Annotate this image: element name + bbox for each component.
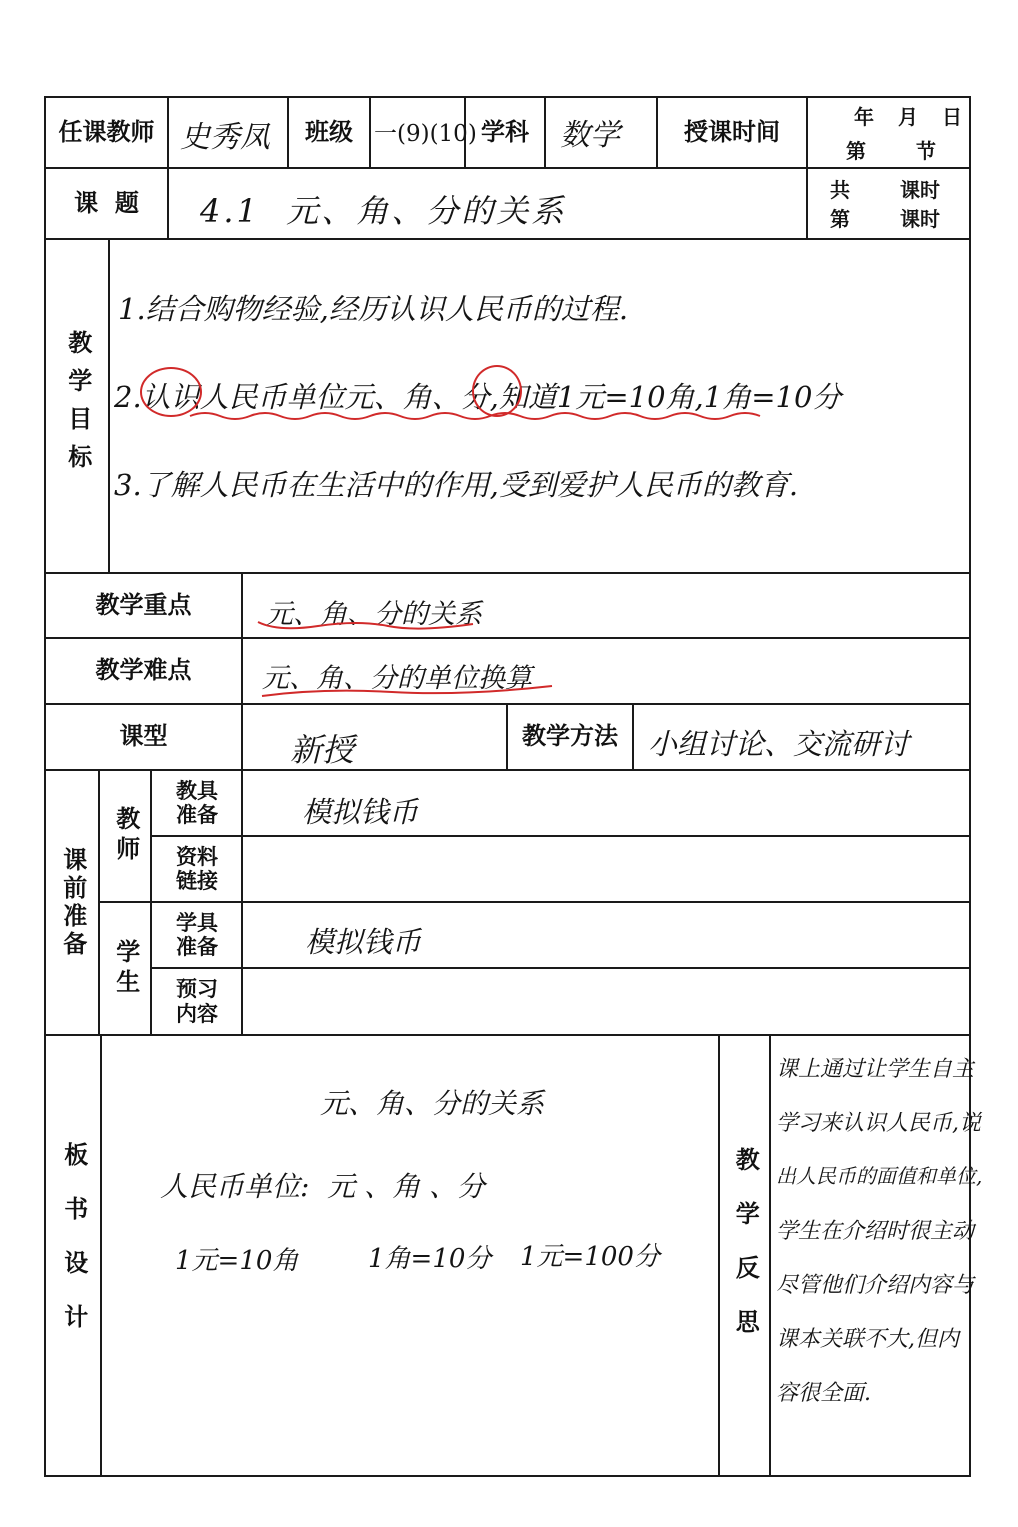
date-month: 月	[898, 105, 918, 129]
student-aids-label: 学具准备	[176, 910, 218, 959]
board-equation: 1元=10角	[175, 1246, 299, 1276]
teacher-value: 史秀凤	[180, 120, 270, 155]
lesson-type-value: 新授	[290, 731, 355, 769]
subject-label: 学科	[481, 117, 529, 146]
rule	[806, 96, 808, 240]
reflection-line: 学习来认识人民币,说	[776, 1111, 981, 1136]
rule	[98, 901, 971, 903]
rule	[369, 96, 371, 168]
rule	[150, 835, 971, 837]
objective-item: 2.认识人民币单位元、角、分,知道1元=10角,1角=10分	[114, 380, 842, 414]
reflection-line: 学生在介绍时很主动	[776, 1219, 975, 1244]
board-equation: 1角=10分	[368, 1244, 492, 1274]
red-underline	[262, 684, 562, 702]
red-underline	[190, 410, 780, 428]
teacher-label: 任课教师	[58, 117, 155, 146]
materials-label: 资料链接	[176, 844, 218, 893]
topic-value: 4.1 元、角、分的关系	[200, 192, 567, 230]
teacher-sub-label: 教师	[111, 806, 140, 866]
rule	[167, 96, 169, 240]
board-equation: 1元=100分	[520, 1242, 660, 1272]
rule	[44, 238, 971, 240]
objective-item: 1.结合购物经验,经历认识人民币的过程.	[118, 292, 629, 326]
date-day: 日	[942, 105, 962, 129]
period-jie: 节	[916, 139, 936, 163]
reflection-label: 教学反思	[731, 1147, 760, 1363]
teaching-aids-label: 教具准备	[176, 778, 218, 827]
rule	[769, 1034, 771, 1477]
difficulty-value: 元、角、分的单位换算	[262, 663, 532, 694]
rule	[44, 167, 971, 169]
rule	[632, 703, 634, 771]
board-units-line: 人民币单位: 元 、角 、分	[160, 1170, 486, 1203]
student-sub-label: 学生	[111, 938, 140, 999]
key-point-value: 元、角、分的关系	[266, 599, 482, 630]
key-point-label: 教学重点	[95, 590, 192, 619]
board-design-label: 板书设计	[59, 1142, 88, 1358]
rule	[150, 769, 152, 1036]
rule	[241, 769, 243, 1036]
reflection-line: 课本关联不大,但内	[776, 1327, 959, 1352]
reflection-line: 容很全面.	[776, 1381, 871, 1406]
reflection-line: 课上通过让学生自主	[776, 1057, 975, 1082]
objective-item: 3.了解人民币在生活中的作用,受到爱护人民币的教育.	[114, 468, 799, 502]
preview-label: 预习内容	[176, 977, 218, 1026]
board-title: 元、角、分的关系	[320, 1087, 545, 1120]
difficulty-label: 教学难点	[95, 656, 192, 685]
method-value: 小组讨论、交流研讨	[648, 727, 910, 761]
rule	[44, 1034, 971, 1036]
date-year: 年	[854, 105, 874, 129]
total-gong: 共	[830, 178, 850, 202]
total-keshi: 课时	[900, 178, 940, 202]
lesson-time-label: 授课时间	[684, 117, 780, 146]
red-underline	[258, 618, 478, 634]
lesson-type-label: 课型	[119, 722, 168, 751]
rule	[241, 572, 243, 771]
rule	[108, 238, 110, 574]
preparation-label: 课前准备	[58, 846, 87, 959]
objectives-label: 教学目标	[63, 330, 92, 482]
subject-value: 数学	[560, 118, 620, 153]
method-label: 教学方法	[522, 722, 618, 751]
reflection-line: 出人民币的面值和单位,	[776, 1164, 983, 1188]
current-keshi: 课时	[900, 207, 940, 231]
teaching-aids-value: 模拟钱币	[302, 795, 419, 829]
rule	[150, 967, 971, 969]
rule	[44, 1475, 971, 1477]
current-di: 第	[830, 207, 850, 231]
class-label: 班级	[305, 117, 353, 146]
student-aids-value: 模拟钱币	[305, 925, 422, 959]
reflection-line: 尽管他们介绍内容与	[776, 1273, 975, 1298]
topic-label: 课 题	[74, 188, 139, 217]
class-value: 一(9)(10)	[374, 121, 477, 147]
rule	[100, 1034, 102, 1477]
period-di: 第	[846, 139, 866, 163]
rule	[544, 96, 546, 168]
